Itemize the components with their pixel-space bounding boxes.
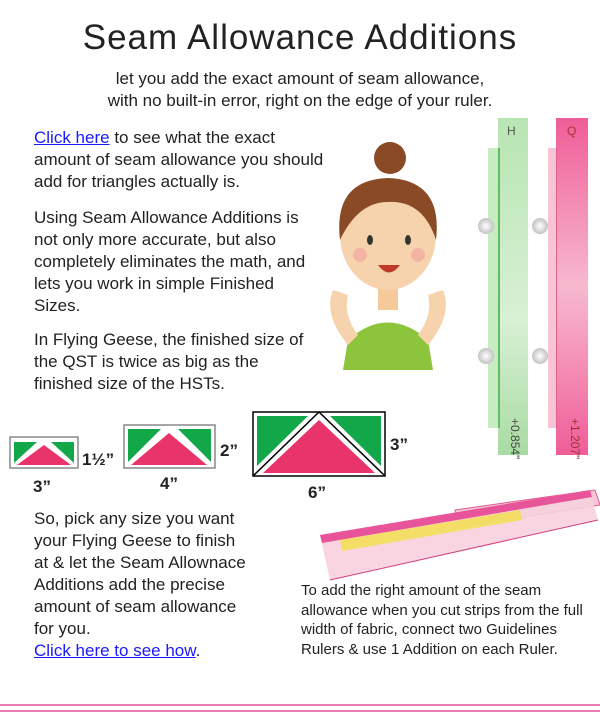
ruler-value: +1.207": [568, 418, 582, 460]
caption: To add the right amount of the seam allowance when you cut strips from the full width of fabric, connect two Guidelines Rulers & use 1 Addition on each Ruler.: [301, 582, 583, 658]
divider: [0, 704, 600, 706]
ruler-knob-icon: [478, 348, 494, 364]
ruler-letter: H: [507, 124, 516, 138]
divider: [0, 710, 600, 712]
goose-height-label: 2”: [220, 441, 238, 460]
ruler-value: +0.854": [508, 418, 522, 460]
girl-illustration: [318, 140, 458, 370]
ruler-letter: Q: [567, 124, 577, 138]
pick-size-paragraph: So, pick any size you want your Flying Geese to finish at & let the Seam Allownace Additions add the precise amount of seam allowance for you. Click here to see how.: [34, 509, 246, 660]
page-title: Seam Allowance Additions: [82, 18, 518, 57]
accuracy-paragraph: Using Seam Allowance Additions is not only more accurate, but also completely eliminates the math, and lets you work in simple Finished Sizes.: [34, 208, 306, 315]
goose-height-label: 1½”: [82, 450, 115, 469]
pick-size-text: So, pick any size you want your Flying Geese to finish at & let the Seam Allownace Additions add the precise amount of seam allowance for you.: [34, 509, 246, 638]
ruler-knob-icon: [532, 348, 548, 364]
flying-geese-large: [252, 411, 386, 477]
goose-width-label: 3”: [33, 477, 51, 496]
ruler-addition-q: [530, 118, 590, 460]
subtitle-line: with no built-in error, right on the edge of your ruler.: [107, 91, 493, 110]
flying-geese-medium: [123, 424, 216, 469]
subtitle-line: let you add the exact amount of seam allowance,: [115, 69, 485, 88]
flying-geese-small: [9, 436, 79, 469]
click-here-link[interactable]: Click here: [34, 128, 110, 147]
intro-text: to see what the exact amount of seam allowance you should add for triangles actually is.: [34, 128, 324, 191]
ruler-addition-h: [470, 118, 530, 460]
goose-height-label: 3”: [390, 435, 408, 454]
flying-geese-paragraph: In Flying Geese, the finished size of the QST is twice as big as the finished size of the HSTs.: [34, 330, 304, 393]
click-here-to-see-how-link[interactable]: Click here to see how: [34, 641, 196, 660]
connected-rulers-photo: [300, 485, 600, 585]
ruler-knob-icon: [532, 218, 548, 234]
subtitle: [0, 68, 600, 112]
ruler-knob-icon: [478, 218, 494, 234]
intro-paragraph: [34, 127, 324, 193]
goose-width-label: 4”: [160, 474, 178, 493]
goose-width-label: 6”: [308, 483, 326, 502]
